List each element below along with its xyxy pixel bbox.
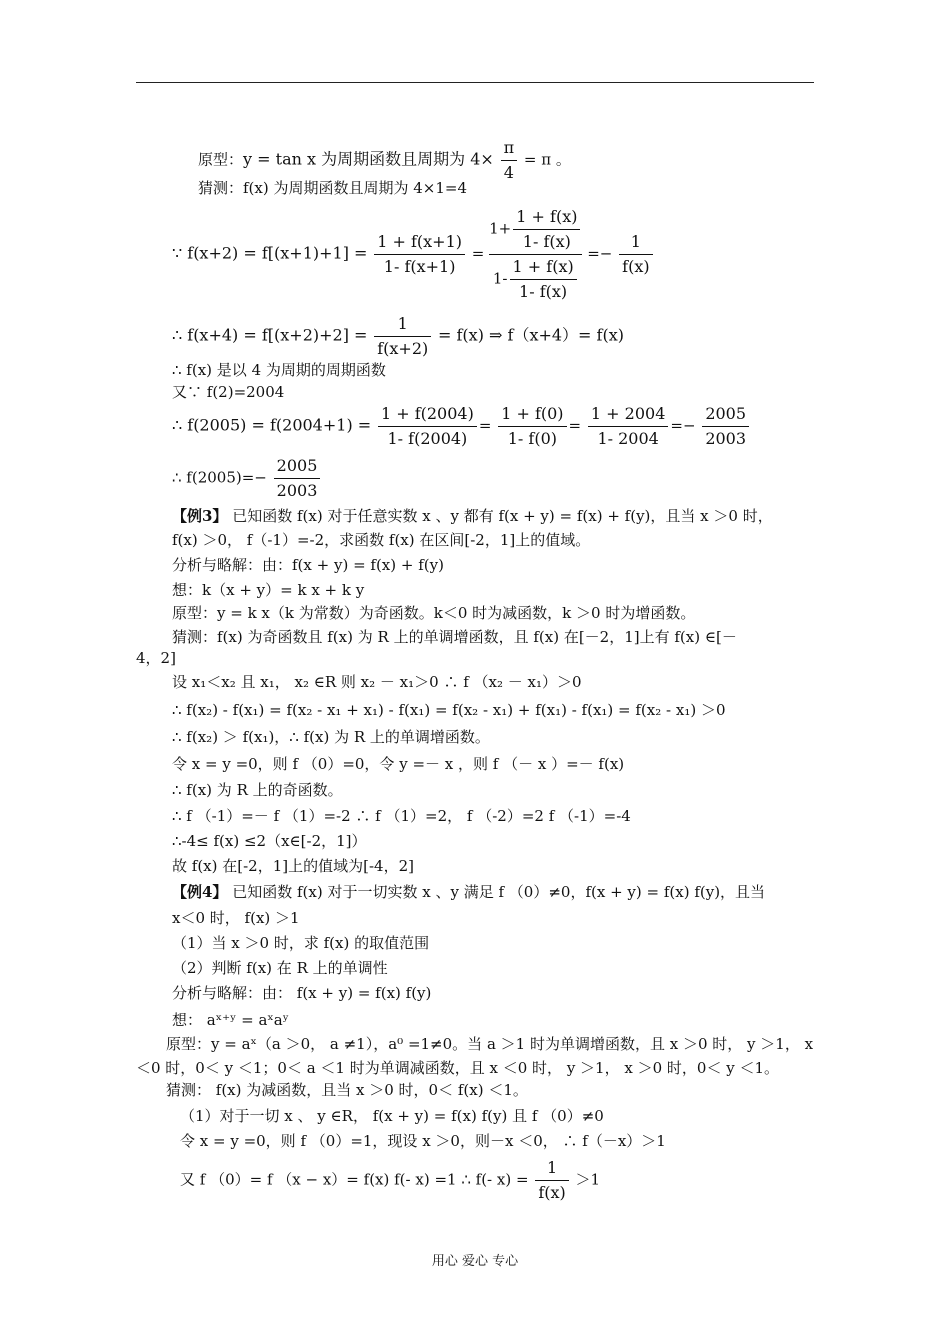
- fraction: [501, 136, 518, 185]
- line-text: ∴ f(2005) = f(2004+1) =: [172, 415, 372, 435]
- text-line: [172, 831, 367, 851]
- complex-fraction: [489, 205, 582, 304]
- line-text: ∴-4≤ f(x) ≤2（x∈[-2，1]）: [172, 832, 367, 850]
- line-text: ∴ f(x₂) - f(x₁) = f(x₂ - x₁ + x₁) - f(x₁) = f(x₂ - x₁) + f(x₁) - f(x₁) = f(x₂ - x₁) ＞0: [172, 701, 726, 719]
- text-line: [172, 603, 695, 623]
- denominator: f(x+2): [377, 339, 429, 358]
- operator: =−: [670, 416, 696, 435]
- page-footer: 用心 爱心 专心: [431, 1254, 519, 1269]
- equation-line: ∴ f(2005) = f(2004+1) = $\frac{1 + f(2004)}{1- f(2004)}$ = $\frac{1 + f(0)}{1- f(0)}$ = $\frac{1 + 2004}{1- 2004}$ =− $\frac{2005}{2003}$: [172, 402, 751, 451]
- denominator: 1- f(x+1): [383, 257, 456, 276]
- denominator: f(x): [622, 257, 650, 276]
- complex-numerator: [489, 205, 582, 254]
- line-text: 已知函数 f(x) 对于一切实数 x 、y 满足 f （0）≠0，f(x + y) = f(x) f(y)，且当: [227, 883, 766, 901]
- numerator: 1 + f(0): [498, 402, 566, 427]
- numerator: 2005: [702, 402, 749, 427]
- line-text: 又∵ f(2)=2004: [172, 383, 285, 401]
- line-label: 原型：: [198, 150, 244, 169]
- line-text: 猜测：f(x) 为奇函数且 f(x) 为 R 上的单调增函数，且 f(x) 在[－2，1]上有 f(x) ∈[－: [172, 628, 737, 646]
- fraction: [374, 312, 431, 361]
- text-line: [180, 1131, 666, 1151]
- numerator: 1 + f(x): [510, 255, 577, 280]
- fraction: [535, 1156, 568, 1205]
- text-line: [172, 856, 414, 876]
- text-line: [172, 627, 737, 647]
- text-line: [172, 360, 386, 380]
- prefix: 1+: [489, 219, 512, 238]
- line-text: ∴ f(x) 是以 4 为周期的周期函数: [172, 361, 386, 379]
- text-line: [172, 780, 343, 800]
- prefix: 1-: [492, 269, 508, 288]
- denominator: 1- f(x): [519, 282, 568, 301]
- numerator: 2005: [274, 454, 321, 479]
- text-line: [166, 1034, 813, 1054]
- numerator: 1: [535, 1156, 568, 1181]
- text-line: [172, 908, 300, 928]
- complex-denominator: [489, 254, 582, 304]
- fraction: [588, 402, 668, 451]
- numerator: 1: [619, 230, 652, 255]
- line-text: 4，2]: [136, 649, 176, 667]
- line-text: ＞1: [575, 1170, 601, 1189]
- header-rule: [136, 82, 814, 83]
- text-line: [136, 1058, 779, 1078]
- operator: =−: [587, 244, 613, 263]
- line-text: ∵ f(x+2) = f[(x+1)+1] =: [172, 243, 368, 263]
- line-text: y = tan x 为周期函数且周期为 4×: [243, 149, 494, 169]
- fraction: [374, 230, 465, 279]
- fraction: [702, 402, 749, 451]
- text-line: [172, 1010, 289, 1030]
- line-text: 分析与略解：由： f(x + y) = f(x) f(y): [172, 984, 432, 1002]
- fraction: [378, 402, 477, 451]
- line-text: （1）当 x ＞0 时，求 f(x) 的取值范围: [172, 934, 430, 952]
- numerator: 1 + f(2004): [378, 402, 477, 427]
- fraction: [619, 230, 652, 279]
- denominator: 1- f(x): [522, 232, 571, 251]
- line-text: f(x) ＞0， f（-1）=-2，求函数 f(x) 在区间[-2，1]上的值域。: [172, 531, 591, 549]
- text-line: [136, 648, 176, 668]
- example-label: 【例4】: [172, 883, 228, 901]
- line-text: ∴ f （-1）=－ f （1）=-2 ∴ f （1）=2， f （-2）=2 f （-1）=-4: [172, 807, 631, 825]
- text-line: [198, 178, 467, 198]
- line-text: ∴ f(x₂) ＞ f(x₁)，∴ f(x) 为 R 上的单调增函数。: [172, 728, 490, 746]
- line-text: 令 x = y =0，则 f （0）=1，现设 x ＞0，则－x ＜0， ∴ f（－x）＞1: [180, 1132, 666, 1150]
- denominator: f(x): [538, 1183, 566, 1202]
- line-text: 分析与略解：由：f(x + y) = f(x) + f(y): [172, 556, 444, 574]
- fraction: [513, 205, 580, 254]
- text-line: [172, 983, 431, 1003]
- line-text: 想： aˣ⁺ʸ = aˣaʸ: [172, 1011, 290, 1029]
- line-text: （1）对于一切 x 、 y ∈R， f(x + y) = f(x) f(y) 且 f （0）≠0: [180, 1107, 604, 1125]
- denominator: 4: [503, 163, 514, 182]
- equation-line: [172, 454, 322, 503]
- text-line: [172, 754, 624, 774]
- fraction: [274, 454, 321, 503]
- line-text: 原型：y = aˣ（a ＞0， a ≠1），a⁰ =1≠0。当 a ＞1 时为单调增函数，且 x ＞0 时， y ＞1， x: [166, 1035, 814, 1053]
- fraction: [510, 255, 577, 304]
- text-line: [172, 958, 388, 978]
- fraction: [498, 402, 566, 451]
- line-text: = f(x) ⇒ f（x+4）= f(x): [438, 325, 624, 345]
- equation-line: [172, 312, 624, 361]
- text-line: [172, 700, 726, 720]
- line-text: ＜0 时，0＜ y ＜1；0＜ a ＜1 时为单调减函数，且 x ＜0 时， y ＞1， x ＞0 时，0＜ y ＜1。: [136, 1059, 780, 1077]
- example-label: 【例3】: [172, 507, 228, 525]
- line-text: 令 x = y =0，则 f （0）=0，令 y =－ x ，则 f （－ x ）=－ f(x): [172, 755, 625, 773]
- numerator: 1 + f(x): [513, 205, 580, 230]
- line-text: 又 f （0）= f （x − x）= f(x) f(- x) =1 ∴ f(- x) =: [180, 1170, 529, 1189]
- text-line: [172, 882, 765, 902]
- numerator: 1 + f(x+1): [374, 230, 465, 255]
- line-text: 猜测： f(x) 为减函数，且当 x ＞0 时，0＜ f(x) ＜1。: [166, 1081, 528, 1099]
- line-text: 故 f(x) 在[-2，1]上的值域为[-4，2]: [172, 857, 414, 875]
- numerator: 1 + 2004: [588, 402, 668, 427]
- numerator: π: [501, 136, 518, 161]
- line-text: 已知函数 f(x) 对于任意实数 x 、y 都有 f(x + y) = f(x) + f(y)，且当 x ＞0 时，: [227, 507, 773, 525]
- denominator: 1- f(0): [507, 429, 557, 448]
- text-line: [180, 1106, 604, 1126]
- line-text: 猜测：f(x) 为周期函数且周期为 4×1=4: [198, 179, 468, 197]
- text-line: [166, 1080, 528, 1100]
- denominator: 2003: [705, 429, 747, 448]
- text-line: [172, 806, 631, 826]
- line-text: 想：k（x + y）= k x + k y: [172, 581, 365, 599]
- text-line: [172, 530, 590, 550]
- line-text: ∴ f(2005)=−: [172, 468, 267, 487]
- equation-line: ∵ f(x+2) = f[(x+1)+1] = $\frac{1 + f(x+1)}{1- f(x+1)}$ = 1+ $\frac{1 + f(x)}{1- f(x)}$ 1- $\frac{1 + f(x)}{1- f(x)}$ =− $\frac{1}{f(x)}$: [172, 205, 655, 304]
- line-text: 原型：y = k x（k 为常数）为奇函数。k＜0 时为减函数，k ＞0 时为增函数。: [172, 604, 696, 622]
- text-line: [172, 506, 773, 526]
- text-line: [172, 555, 444, 575]
- line-text: x＜0 时， f(x) ＞1: [172, 909, 300, 927]
- line-text: = π 。: [523, 150, 571, 169]
- denominator: 1- f(2004): [387, 429, 468, 448]
- text-line: [172, 580, 364, 600]
- line-text: 设 x₁＜x₂ 且 x₁， x₂ ∈R 则 x₂ － x₁＞0 ∴ f （x₂ － x₁）＞0: [172, 673, 582, 691]
- line-text: ∴ f(x) 为 R 上的奇函数。: [172, 781, 343, 799]
- denominator: 2003: [276, 481, 318, 500]
- text-line: [172, 672, 582, 692]
- denominator: 1- 2004: [597, 429, 659, 448]
- text-line: [172, 727, 490, 747]
- text-line: [172, 382, 284, 402]
- line-text: ∴ f(x+4) = f[(x+2)+2] =: [172, 325, 368, 345]
- equation-line: [180, 1156, 600, 1205]
- numerator: 1: [374, 312, 431, 337]
- text-line: [172, 933, 429, 953]
- line-text: （2）判断 f(x) 在 R 上的单调性: [172, 959, 388, 977]
